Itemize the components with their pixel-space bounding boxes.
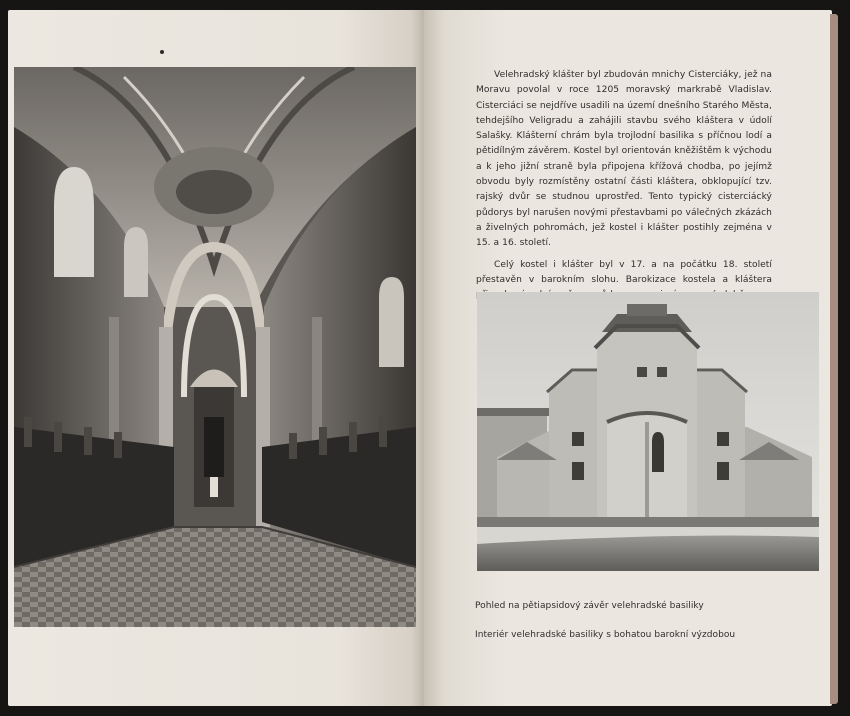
article-text — [476, 68, 772, 309]
caption-interior: Interiér velehradské basiliky s bohatou barokní výzdobou — [475, 630, 736, 640]
apse-illustration — [477, 292, 819, 571]
interior-photo — [14, 67, 416, 627]
interior-illustration — [14, 67, 416, 627]
caption-apse: Pohled na pětiapsidový závěr velehradské basiliky — [475, 601, 704, 611]
paragraph-history: Velehradský klášter byl zbudován mnichy Cisterciáky, jež na Moravu povolal v roce 1205 moravský markrabě Vladislav. Cisterciáci se nejdříve usadili na území dnešního Starého Města, tehdejšího Veligradu a zahájili stavbu svého kláštera v údolí Salašky. Klášterní chrám byla trojlodní basilika s příčnou lodí a pětidílným závěrem. Kostel byl orientován kněžištěm k východu a k jeho jižní straně byla připojena křížová chodba, po jejímž obvodu byly rozmístěny ostatní části kláštera, obklopující tzv. rajský dvůr se studnou uprostřed. Tento typický cisterciácký půdorys byl narušen novými přestavbami po válečných zkázách a živelných pohromách, jež kostel i klášter postihly zejména v 15. a 16. století. — [476, 70, 772, 249]
paragraph-baroque: Celý kostel i klášter byl v 17. a na počátku 18. století přestavěn v barokním slohu. Barokizace kostela a kláštera — [476, 259, 772, 285]
page-edge — [830, 14, 838, 704]
printed-dot — [160, 50, 164, 54]
apse-photo — [477, 292, 819, 571]
